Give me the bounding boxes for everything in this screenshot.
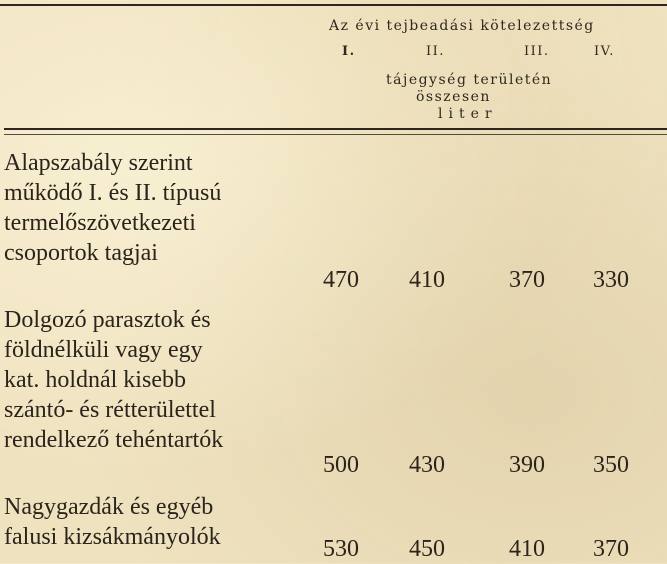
row2-value-col4: 350	[593, 452, 629, 478]
row-label-line: termelőszövetkezeti	[4, 210, 196, 236]
row-label-line: szántó- és rétterülettel	[4, 397, 216, 423]
row-label-line: rendelkező tehéntartók	[4, 427, 224, 453]
header-subtitle-line2: összesen	[416, 89, 491, 105]
row-label-line: csoportok tagjai	[4, 240, 158, 266]
row-label-line: Dolgozó parasztok és	[4, 307, 211, 333]
row3-value-col4: 370	[593, 536, 629, 562]
row-label-line: földnélküli vagy egy	[4, 337, 203, 363]
row-label-line: Alapszabály szerint	[4, 150, 193, 176]
column-header-2: II.	[426, 44, 445, 59]
header-subtitle-line1: tájegység területén	[386, 72, 553, 88]
column-header-1: I.	[342, 44, 356, 59]
row3-value-col2: 450	[409, 536, 445, 562]
row-label-line: kat. holdnál kisebb	[4, 367, 186, 393]
row2-value-col2: 430	[409, 452, 445, 478]
row1-value-col4: 330	[593, 267, 629, 293]
row1-value-col1: 470	[323, 267, 359, 293]
row3-value-col1: 530	[323, 536, 359, 562]
row2-value-col3: 390	[509, 452, 545, 478]
column-header-4: IV.	[594, 44, 615, 59]
row-label-2	[4, 305, 304, 455]
header-rule-thin	[4, 134, 667, 135]
row-label-1	[4, 148, 304, 268]
row-label-line: működő I. és II. típusú	[4, 180, 222, 206]
row3-value-col3: 410	[509, 536, 545, 562]
row-label-3	[4, 492, 304, 552]
row-label-line: falusi kizsákmányolók	[4, 524, 221, 550]
top-rule	[0, 4, 667, 6]
row1-value-col3: 370	[509, 267, 545, 293]
header-unit: liter	[438, 106, 498, 122]
column-header-3: III.	[524, 44, 550, 59]
header-title: Az évi tejbeadási kötelezettség	[329, 18, 595, 34]
row-label-line: Nagygazdák és egyéb	[4, 494, 214, 520]
header-rule	[4, 128, 667, 130]
row1-value-col2: 410	[409, 267, 445, 293]
row2-value-col1: 500	[323, 452, 359, 478]
